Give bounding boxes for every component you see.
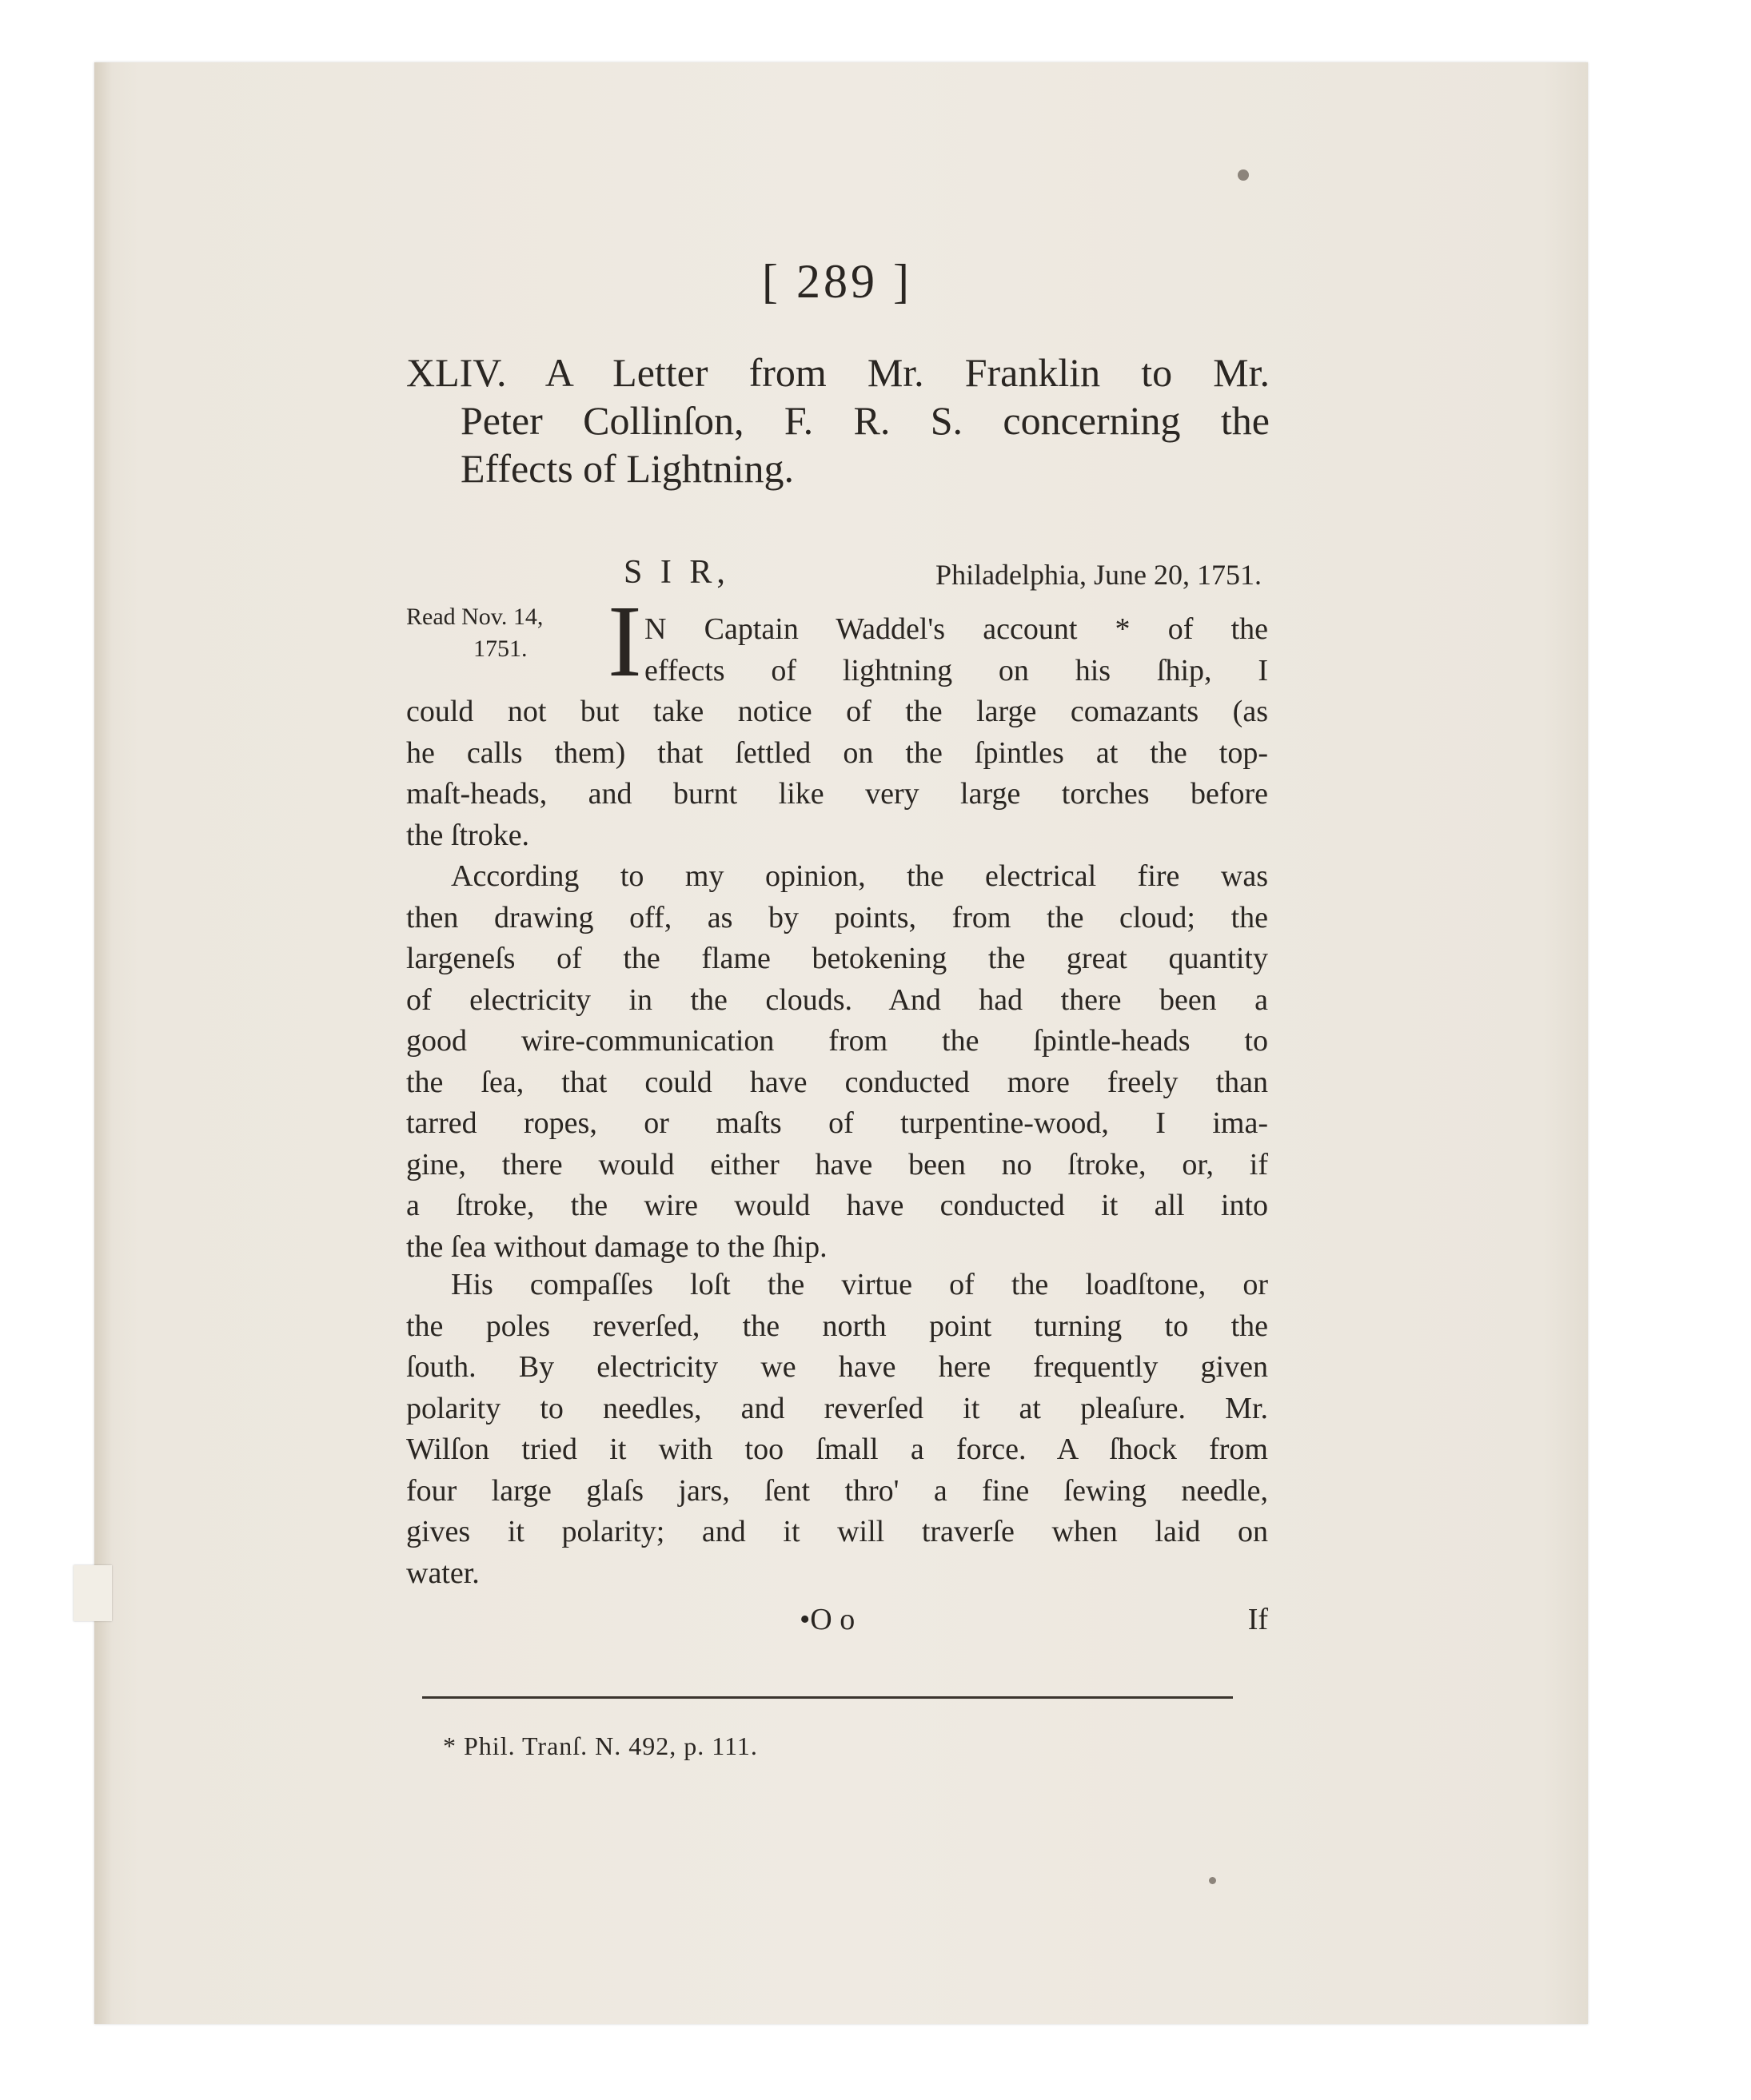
drop-cap: I [608,584,642,698]
title-line-3: Effects of Lightning. [461,446,795,491]
text-line: the poles reverſed, the north point turning to the [406,1309,1268,1343]
catchword: If [1247,1603,1268,1636]
text-line: gine, there would either have been no ſtroke, or, if [406,1147,1268,1181]
signature-mark: •O o [800,1603,856,1636]
text-line: the ſtroke. [406,818,530,852]
paper-tab [74,1565,112,1621]
text-line: largeneſs of the flame betokening the great quantity [406,942,1268,975]
read-note-line-2: 1751. [473,636,528,662]
text-line: According to my opinion, the electrical fire was [451,859,1268,893]
text-line: could not but take notice of the large comazants (as [406,695,1268,728]
text-line: polarity to needles, and reverſed it at pleaſure. Mr. [406,1391,1268,1425]
title-line-1: XLIV. A Letter from Mr. Franklin to Mr. [406,350,1270,395]
text-line: His compaſſes loſt the virtue of the loadſtone, or [451,1268,1268,1301]
read-note-line-1: Read Nov. 14, [406,604,544,630]
paragraph-3 [406,1265,1268,1594]
place-date: Philadelphia, June 20, 1751. [935,559,1262,591]
text-line: effects of lightning on his ſhip, I [644,653,1268,687]
title-line-2: Peter Collinſon, F. R. S. concerning the [461,398,1270,443]
text-line: of electricity in the clouds. And had there been a [406,982,1268,1017]
footnote: * Phil. Tranſ. N. 492, p. 111. [443,1731,758,1760]
paper-spot [1238,169,1249,181]
paper-spot [1209,1877,1216,1884]
text-line: Wilſon tried it with too ſmall a force. A ſhock from [406,1433,1268,1466]
text-line: N Captain Waddel's account * of the [644,612,1268,646]
article-title [406,349,1270,492]
text-line: then drawing off, as by points, from the cloud; the [406,900,1268,934]
text-line: four large glaſs jars, ſent thro' a fine ſewing needle, [406,1473,1268,1508]
paragraph-1 [406,609,1268,856]
text-line: maſt-heads, and burnt like very large torches before [406,777,1268,811]
footnote-rule [422,1696,1233,1699]
text-line: the ſea without damage to the ſhip. [406,1229,828,1264]
text-line: ſouth. By electricity we have here frequently given [406,1350,1268,1384]
text-line: the ſea, that could have conducted more freely than [406,1065,1268,1099]
text-line: water. [406,1556,480,1590]
page-number: [ 289 ] [762,255,912,308]
text-line: tarred ropes, or maſts of turpentine-wood, I ima- [406,1106,1268,1140]
text-line: a ſtroke, the wire would have conducted it all into [406,1189,1268,1222]
text-line: he calls them) that ſettled on the ſpintles at the top- [406,735,1268,770]
salutation: S I R, [624,554,730,591]
text-line: good wire-communication from the ſpintle-heads to [406,1024,1268,1058]
paragraph-2 [406,856,1268,1268]
text-line: gives it polarity; and it will traverſe when laid on [406,1515,1268,1548]
